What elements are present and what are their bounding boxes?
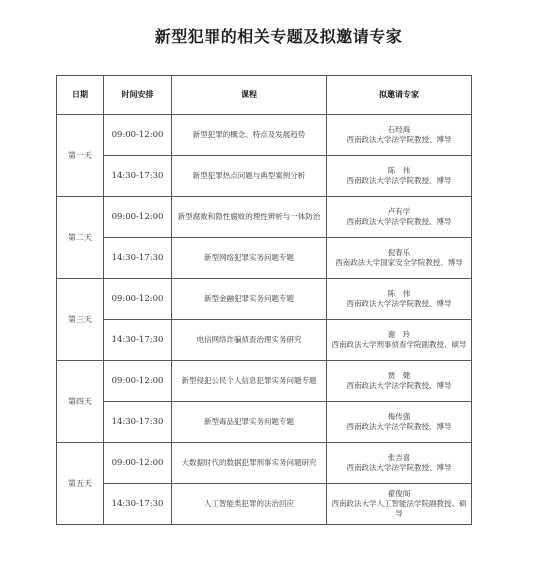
table-row: [57, 115, 472, 156]
table-row: [57, 361, 472, 402]
session-course: 人工智能类犯罪的法治回应: [172, 484, 327, 525]
table-row: [57, 279, 472, 320]
session-time: 09:00-12:00: [104, 361, 172, 402]
table-row: [57, 402, 472, 443]
day-label: 第一天: [57, 115, 104, 197]
expert-title: 西南政法大学法学院教授、博导: [346, 463, 452, 472]
expert-title: 西南政法大学法学院教授、博导: [346, 381, 452, 390]
session-time: 14:30-17:30: [104, 484, 172, 525]
expert-name: 谢 玲: [387, 330, 411, 339]
session-course: 新型网络犯罪实务问题专题: [172, 238, 327, 279]
header-course: 课程: [172, 76, 327, 115]
session-expert: [327, 156, 472, 197]
session-course: 新型犯罪的概念、特点及发展趋势: [172, 115, 327, 156]
document-title: 新型犯罪的相关专题及拟邀请专家: [154, 27, 403, 46]
table-row: [57, 156, 472, 197]
session-expert: [327, 320, 472, 361]
day-label: 第五天: [57, 443, 104, 525]
expert-name: 倪春乐: [387, 248, 411, 257]
expert-title: 西南政法大学法学院教授、博导: [346, 299, 452, 308]
session-expert: [327, 361, 472, 402]
day-label: 第四天: [57, 361, 104, 443]
session-expert: [327, 443, 472, 484]
session-course: 大数据时代的数据犯罪刑事实务问题研究: [172, 443, 327, 484]
expert-name: 梅传强: [387, 412, 411, 421]
session-time: 14:30-17:30: [104, 238, 172, 279]
session-expert: [327, 238, 472, 279]
header-time: 时间安排: [104, 76, 172, 115]
session-time: 09:00-12:00: [104, 279, 172, 320]
session-time: 09:00-12:00: [104, 197, 172, 238]
table-row: [57, 197, 472, 238]
table-row: [57, 320, 472, 361]
expert-name: 贾 健: [387, 371, 411, 380]
expert-name: 陈 伟: [387, 166, 411, 175]
header-date: 日期: [57, 76, 104, 115]
day-label: 第三天: [57, 279, 104, 361]
expert-name: 陈 伟: [387, 289, 411, 298]
table-row: [57, 484, 472, 525]
schedule-table: [56, 75, 472, 525]
session-time: 14:30-17:30: [104, 156, 172, 197]
session-time: 14:30-17:30: [104, 402, 172, 443]
table-row: [57, 238, 472, 279]
session-time: 09:00-12:00: [104, 115, 172, 156]
expert-title: 西南政法大学法学院教授、博导: [346, 135, 452, 144]
session-course: 新型侵犯公民个人信息犯罪实务问题专题: [172, 361, 327, 402]
header-expert: 拟邀请专家: [327, 76, 472, 115]
session-expert: [327, 279, 472, 320]
expert-title: 西南政法大学刑事侦查学院副教授、硕导: [331, 340, 467, 349]
expert-title: 西南政法大学国家安全学院教授、博导: [335, 258, 463, 267]
session-course: 新型腐败和隐性腐败的理性辨析与一体防治: [172, 197, 327, 238]
session-expert: [327, 197, 472, 238]
session-course: 新型毒品犯罪实务问题专题: [172, 402, 327, 443]
expert-title: 西南政法大学法学院教授、博导: [346, 217, 452, 226]
expert-title: 西南政法大学法学院教授、博导: [346, 176, 452, 185]
day-label: 第二天: [57, 197, 104, 279]
table-header-row: [57, 76, 472, 115]
expert-title: 西南政法大学人工智能法学院副教授、硕导: [331, 499, 467, 518]
expert-name: 翟俊阁: [387, 489, 411, 498]
session-course: 新型犯罪热点问题与典型案例分析: [172, 156, 327, 197]
session-time: 09:00-12:00: [104, 443, 172, 484]
expert-name: 卢有学: [387, 207, 411, 216]
session-course: 新型金融犯罪实务问题专题: [172, 279, 327, 320]
expert-name: 张吉喜: [387, 453, 411, 462]
expert-title: 西南政法大学法学院教授、博导: [346, 422, 452, 431]
session-expert: [327, 115, 472, 156]
session-time: 14:30-17:30: [104, 320, 172, 361]
session-expert: [327, 402, 472, 443]
session-course: 电信网络诈骗侦查治理实务研究: [172, 320, 327, 361]
expert-name: 石经海: [387, 125, 411, 134]
table-row: [57, 443, 472, 484]
session-expert: [327, 484, 472, 525]
